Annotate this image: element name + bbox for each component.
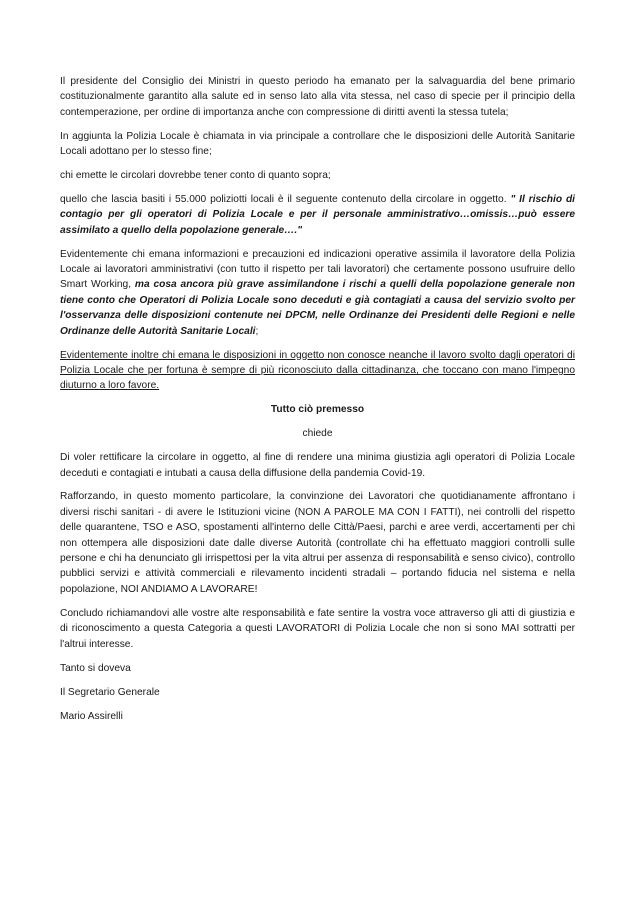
paragraph-1: Il presidente del Consiglio dei Ministri in questo periodo ha emanato per la salvaguardia del bene primario costituzionalmente garantito alla salute ed in senso lato alla vita stessa, nel caso di specie per il principio della contemperazione, per ordine di importanza anche con compressione di diritti aventi la stessa tutela; — [60, 76, 575, 118]
paragraph-5 — [60, 247, 575, 339]
paragraph-2: In aggiunta la Polizia Locale è chiamata in via principale a controllare che le disposizioni delle Autorità Sanitarie Locali adottano per lo stesso fine; — [60, 130, 575, 158]
paragraph-8: Rafforzando, in questo momento particolare, la convinzione dei Lavoratori che quotidianamente affrontano i diversi rischi sanitari - di avere le Istituzioni vicine (NON A PAROLE MA CON I FATTI), nei controlli del rispetto delle quarantene, TSO e ASO, spostamenti all'interno delle Città/Paesi, parchi e aree verdi, accertamenti per chi non ottempera alle disposizioni date dalle diverse Autorità (controllate chi ha effettuato maggiori controlli sulle persone e chi ha denunciato gli irrispettosi per la vita altrui per assenza di responsabilità e senso civico), controllo pubblici servizi e attività commerciali e rilevamento incidenti stradali – portando fiducia nel sistema e nella popolazione, NOI ANDIAMO A LAVORARE! — [60, 491, 575, 595]
paragraph-9: Concludo richiamandovi alle vostre alte responsabilità e fate sentire la vostra voce attraverso gli atti di giustizia e di riconoscimento a questa Categoria a questi LAVORATORI di Polizia Locale che non si sono MAI sottratti per l'altrui interesse. — [60, 607, 575, 650]
heading-chiede: chiede — [302, 428, 333, 440]
circular-quote: " Il rischio di contagio per gli operatori di Polizia Locale e per il personale amministrativo…omissis…può essere assimilato a quello della popolazione generale…." — [60, 193, 575, 236]
paragraph-4-text: quello che lascia basiti i 55.000 poliziotti locali è il seguente contenuto della circolare in oggetto. — [60, 193, 511, 205]
paragraph-6: Evidentemente inoltre chi emana le disposizioni in oggetto non conosce neanche il lavoro svolto dagli operatori di Polizia Locale che per fortuna è sempre di più riconosciuto dalla cittadinanza, che toccano con mano l'impegno diuturno a loro favore. — [60, 349, 575, 392]
paragraph-5-emphasis: ma cosa ancora più grave assimilandone i rischi a quelli della popolazione generale non tiene conto che Operatori di Polizia Locale sono deceduti e già contagiati a causa del servizio svolto per l'osservanza delle disposizioni contenute nei DPCM, nelle Ordinanze dei Presidenti delle Regioni e nelle Ordinanze delle Autorità Sanitarie Locali — [60, 279, 576, 337]
signer-role: Il Segretario Generale — [60, 686, 160, 698]
paragraph-5-text: Evidentemente chi emana informazioni e precauzioni ed indicazioni operative assimila il lavoratore della Polizia Locale ai lavoratori amministrativi (con tutto il rispetto per tali lavoratori) che certamente possono usufruire dello Smart Working, — [60, 248, 575, 291]
signature-block — [60, 661, 575, 725]
paragraph-4 — [60, 192, 575, 238]
paragraph-5-end: ; — [255, 325, 259, 337]
paragraph-7: Di voler rettificare la circolare in oggetto, al fine di rendere una minima giustizia agli operatori di Polizia Locale deceduti e contagiati e intubati a causa della diffusione della pandemia Covid-19. — [60, 452, 575, 479]
closing-line: Tanto si doveva — [60, 662, 131, 674]
paragraph-3: chi emette le circolari dovrebbe tener conto di quanto sopra; — [60, 170, 331, 182]
heading-premesso: Tutto ciò premesso — [270, 404, 365, 416]
letter-body — [60, 74, 575, 734]
signer-name: Mario Assirelli — [60, 711, 123, 723]
